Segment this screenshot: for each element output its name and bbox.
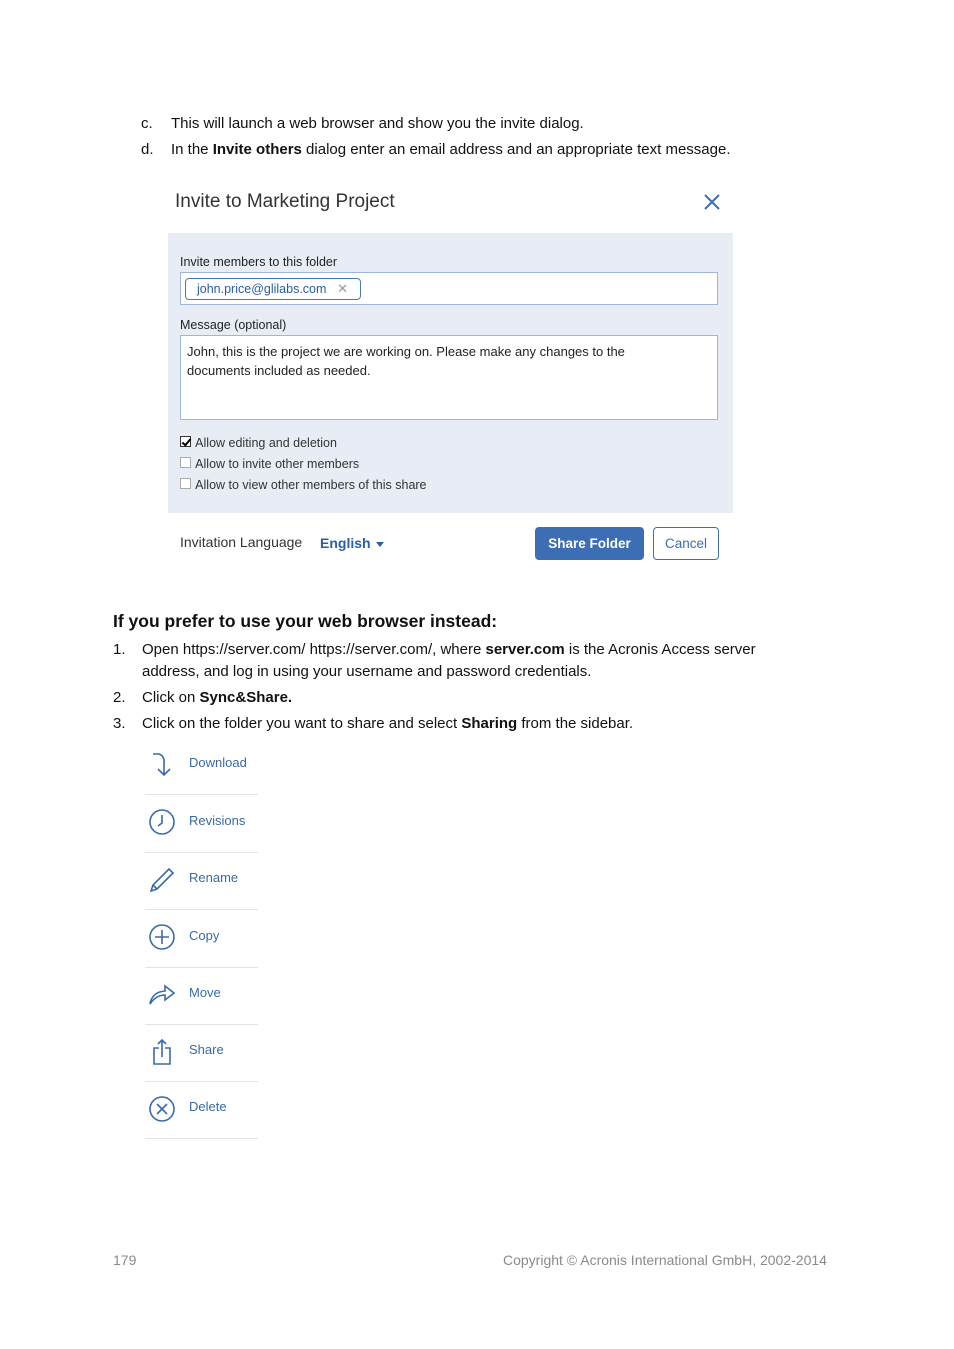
email-chip-text: john.price@glilabs.com: [197, 282, 327, 296]
step-marker: 3.: [113, 715, 126, 732]
message-line: John, this is the project we are working on. Please make any changes to the: [187, 344, 625, 359]
step-d: [141, 141, 154, 158]
checkbox-label: Allow to invite other members: [195, 457, 360, 471]
message-line: documents included as needed.: [187, 363, 371, 378]
sidebar-item-revisions[interactable]: [145, 795, 258, 853]
step-marker: d.: [141, 141, 154, 158]
forward-arrow-icon: [147, 979, 177, 1009]
checkbox-row-invite[interactable]: [180, 455, 359, 472]
checkbox-unchecked[interactable]: [180, 478, 191, 489]
sidebar-item-share[interactable]: [145, 1024, 258, 1082]
message-textarea[interactable]: [180, 335, 718, 420]
sidebar-item-rename[interactable]: [145, 852, 258, 910]
sidebar-item-label: Rename: [189, 870, 239, 885]
checkbox-row-editing[interactable]: [180, 434, 337, 451]
step-marker: 2.: [113, 689, 126, 706]
sidebar-item-label: Download: [189, 755, 247, 770]
checkbox-checked[interactable]: [180, 436, 191, 447]
copyright-text: Copyright © Acronis International GmbH, 2002-2014: [503, 1252, 827, 1268]
close-icon[interactable]: [700, 190, 724, 214]
step-c: [141, 115, 153, 132]
clock-icon: [147, 807, 177, 837]
language-label: Invitation Language: [180, 534, 303, 550]
text-segment: dialog enter an email address and an appropriate text message.: [301, 141, 731, 158]
message-label: Message (optional): [180, 318, 287, 332]
sidebar-item-delete[interactable]: [145, 1081, 258, 1139]
language-value: English: [320, 535, 371, 551]
sidebar-item-label: Copy: [189, 928, 220, 943]
checkbox-label: Allow editing and deletion: [195, 436, 337, 450]
dialog-title: Invite to Marketing Project: [175, 191, 395, 212]
share-icon: [147, 1037, 177, 1067]
pencil-icon: [147, 865, 177, 895]
step-1-text-line2: address, and log in using your username and password credentials.: [142, 663, 592, 680]
step-marker: c.: [141, 115, 153, 132]
text-segment: from the sidebar.: [517, 715, 634, 732]
sidebar-item-label: Delete: [189, 1099, 227, 1114]
step-c-text: This will launch a web browser and show you the invite dialog.: [171, 115, 584, 132]
bold-text: Sharing: [461, 715, 518, 732]
step-3-text: [142, 715, 633, 732]
download-icon: [147, 750, 177, 780]
text-segment: Open https://server.com/ https://server.com/, where: [142, 641, 486, 658]
sidebar-item-label: Revisions: [189, 813, 246, 828]
invite-label: Invite members to this folder: [180, 255, 338, 269]
text-segment: is the Acronis Access server: [564, 641, 756, 658]
checkbox-unchecked[interactable]: [180, 457, 191, 468]
email-chip[interactable]: [185, 278, 361, 300]
bold-text: server.com: [485, 641, 565, 658]
step-2-text: [142, 689, 292, 706]
x-circle-icon: [147, 1094, 177, 1124]
step-d-text: [171, 141, 731, 158]
section-heading: If you prefer to use your web browser instead:: [113, 611, 498, 631]
step-1-text: [142, 641, 756, 658]
step-marker: 1.: [113, 641, 126, 658]
sidebar-item-move[interactable]: [145, 967, 258, 1025]
sidebar-item-label: Share: [189, 1042, 224, 1057]
remove-chip-icon[interactable]: ✕: [337, 281, 348, 296]
checkbox-label: Allow to view other members of this share: [195, 478, 427, 492]
checkbox-row-view[interactable]: [180, 476, 427, 493]
cancel-button[interactable]: Cancel: [653, 527, 719, 560]
sidebar-item-download[interactable]: [145, 737, 258, 795]
bold-text: Sync&Share.: [199, 689, 293, 706]
text-segment: Click on the folder you want to share and select: [142, 715, 462, 732]
language-dropdown[interactable]: [320, 535, 384, 551]
page-number: 179: [113, 1252, 137, 1268]
share-folder-button[interactable]: Share Folder: [535, 527, 644, 560]
sidebar-item-label: Move: [189, 985, 221, 1000]
text-segment: In the: [171, 141, 213, 158]
sidebar-item-copy[interactable]: [145, 910, 258, 968]
text-segment: Click on: [142, 689, 200, 706]
plus-circle-icon: [147, 922, 177, 952]
bold-text: Invite others: [212, 141, 302, 158]
caret-down-icon: [376, 542, 384, 547]
